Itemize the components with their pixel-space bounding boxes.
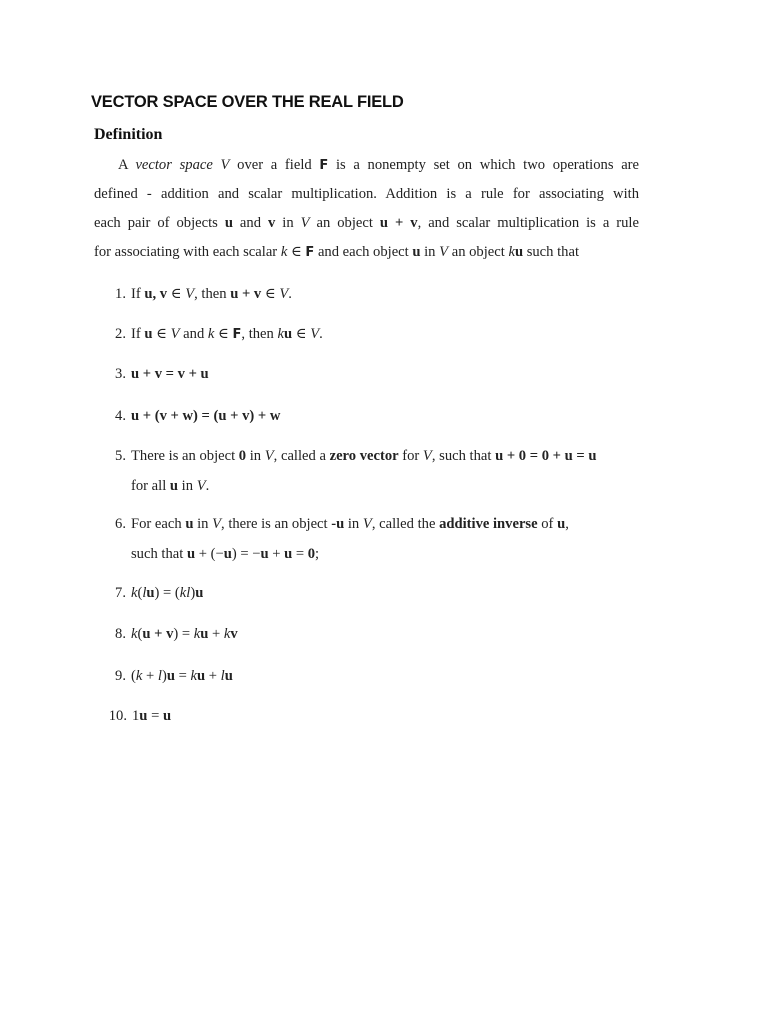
axiom-text: For each u in V, there is an object -u in V, called the additive inverse of u, [131, 516, 569, 532]
axiom-9 [100, 668, 233, 685]
page-title: VECTOR SPACE OVER THE REAL FIELD [91, 93, 404, 111]
axiom-3 [100, 366, 209, 383]
axiom-number: 3. [115, 366, 126, 382]
definition-line-2: defined - addition and scalar multiplication. Addition is a rule for associating with [94, 186, 639, 202]
axiom-6 [100, 516, 569, 563]
axiom-number: 7. [115, 585, 126, 601]
axiom-2 [100, 325, 323, 343]
axiom-continuation: such that u + (−u) = −u + u = 0; [131, 546, 320, 562]
axiom-number: 8. [115, 626, 126, 642]
axiom-10 [100, 708, 171, 725]
axiom-number: 1. [115, 286, 126, 302]
axiom-number: 4. [115, 408, 126, 424]
section-heading: Definition [94, 126, 163, 143]
axiom-number: 9. [115, 668, 126, 684]
axiom-1 [100, 285, 292, 303]
axiom-7 [100, 585, 203, 602]
definition-line-3: each pair of objects u and v in V an object u + v, and scalar multiplication is a rule [94, 215, 639, 231]
definition-line-1: A vector space V over a field F is a nonempty set on which two operations are [118, 157, 640, 173]
axiom-text: If u, v ∈ V, then u + v ∈ V. [131, 286, 292, 302]
axiom-continuation: for all u in V. [131, 478, 210, 494]
axiom-number: 2. [115, 326, 126, 342]
axiom-text: There is an object 0 in V, called a zero vector for V, such that u + 0 = 0 + u = u [131, 448, 597, 464]
axiom-text: 1u = u [132, 708, 172, 724]
axiom-text: k(u + v) = ku + kv [131, 626, 238, 642]
axiom-text: (k + l)u = ku + lu [131, 668, 233, 684]
axiom-4 [100, 408, 280, 425]
axiom-text: k(lu) = (kl)u [131, 585, 204, 601]
axiom-5 [100, 448, 596, 495]
axiom-text: u + v = v + u [131, 366, 209, 382]
axiom-text: If u ∈ V and k ∈ F, then ku ∈ V. [131, 326, 323, 342]
axiom-number: 5. [115, 448, 126, 464]
definition-line-4: for associating with each scalar k ∈ F and each object u in V an object ku such that [94, 244, 579, 260]
axiom-8 [100, 626, 238, 643]
axiom-text: u + (v + w) = (u + v) + w [131, 408, 281, 424]
axiom-number: 6. [115, 516, 126, 532]
axiom-number: 10. [108, 708, 127, 724]
